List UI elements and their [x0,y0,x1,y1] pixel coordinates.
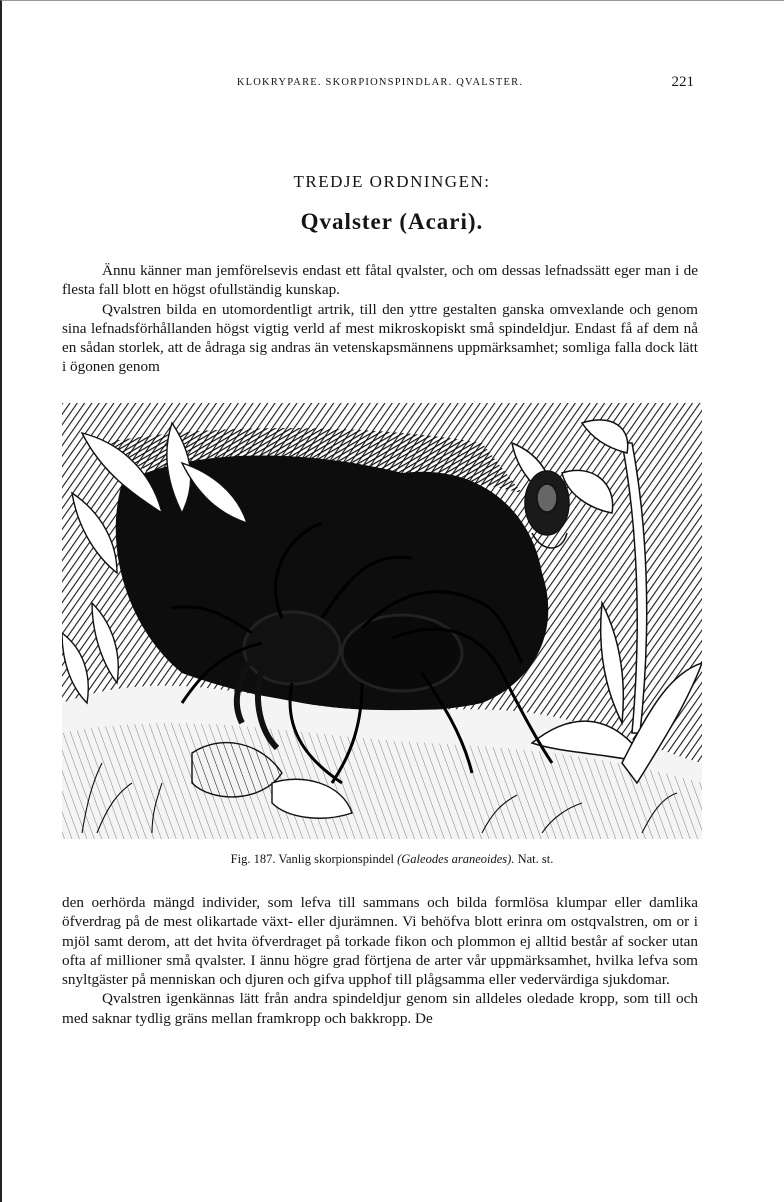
paragraph: Ännu känner man jemförelsevis endast ett fåtal qvalster, och om dessas lefnadssätt eger man i de flesta fall blott en högst ofullständig kunskap. [62,262,698,299]
section-title: Qvalster (Acari). [300,209,484,234]
figure-illustration [62,403,702,839]
body-text-top [62,261,698,377]
running-head [62,74,698,94]
order-heading: TREDJE ORDNINGEN: [293,172,491,191]
caption-prefix: Fig. 187. Vanlig skorpionspindel [230,852,394,866]
caption-latin-name: (Galeodes araneoides). [397,852,515,866]
paragraph: Qvalstren igenkännas lätt från andra spindeldjur genom sin alldeles oledade kropp, som till och med saknar tydlig gräns mellan framkropp och bakkropp. De [62,990,698,1027]
page-number: 221 [671,74,694,90]
body-text-bottom [62,893,698,1028]
running-title: KLOKRYPARE. SKORPIONSPINDLAR. QVALSTER. [236,77,524,88]
caption-suffix: Nat. st. [517,852,554,866]
paragraph: Qvalstren bilda en utomordentligt artrik, till den yttre gestalten ganska omvexlande och genom sina lefnadsförhållanden högst vigtig verld af mest mikroskopiskt små spindeldjur. Endast få af dem nå en sådan storlek, att de ådraga sig andras än vetenskapsmännens uppmärksamhet; somliga falla dock lätt i ögonen genom [62,300,698,376]
figure-caption [0,852,784,867]
paragraph: den oerhörda mängd individer, som lefva till sammans och bilda formlösa klumpar eller damlika öfverdrag på de mest olikartade växt- eller djurämnen. Vi behöfva blott erinra om ostqvalstren, om or i mjöl samt derom, att det hvita öfverdraget på torkade fikon och plommon ej alltid består af socker utan ofta af millioner små qvalster. I ännu högre grad förtjena de arter vår uppmärksamhet, hvilka lefva som snyltgäster på menniskan och djuren och gifva upphof till plågsamma eller vedervärdiga sjukdomar. [62,894,698,989]
